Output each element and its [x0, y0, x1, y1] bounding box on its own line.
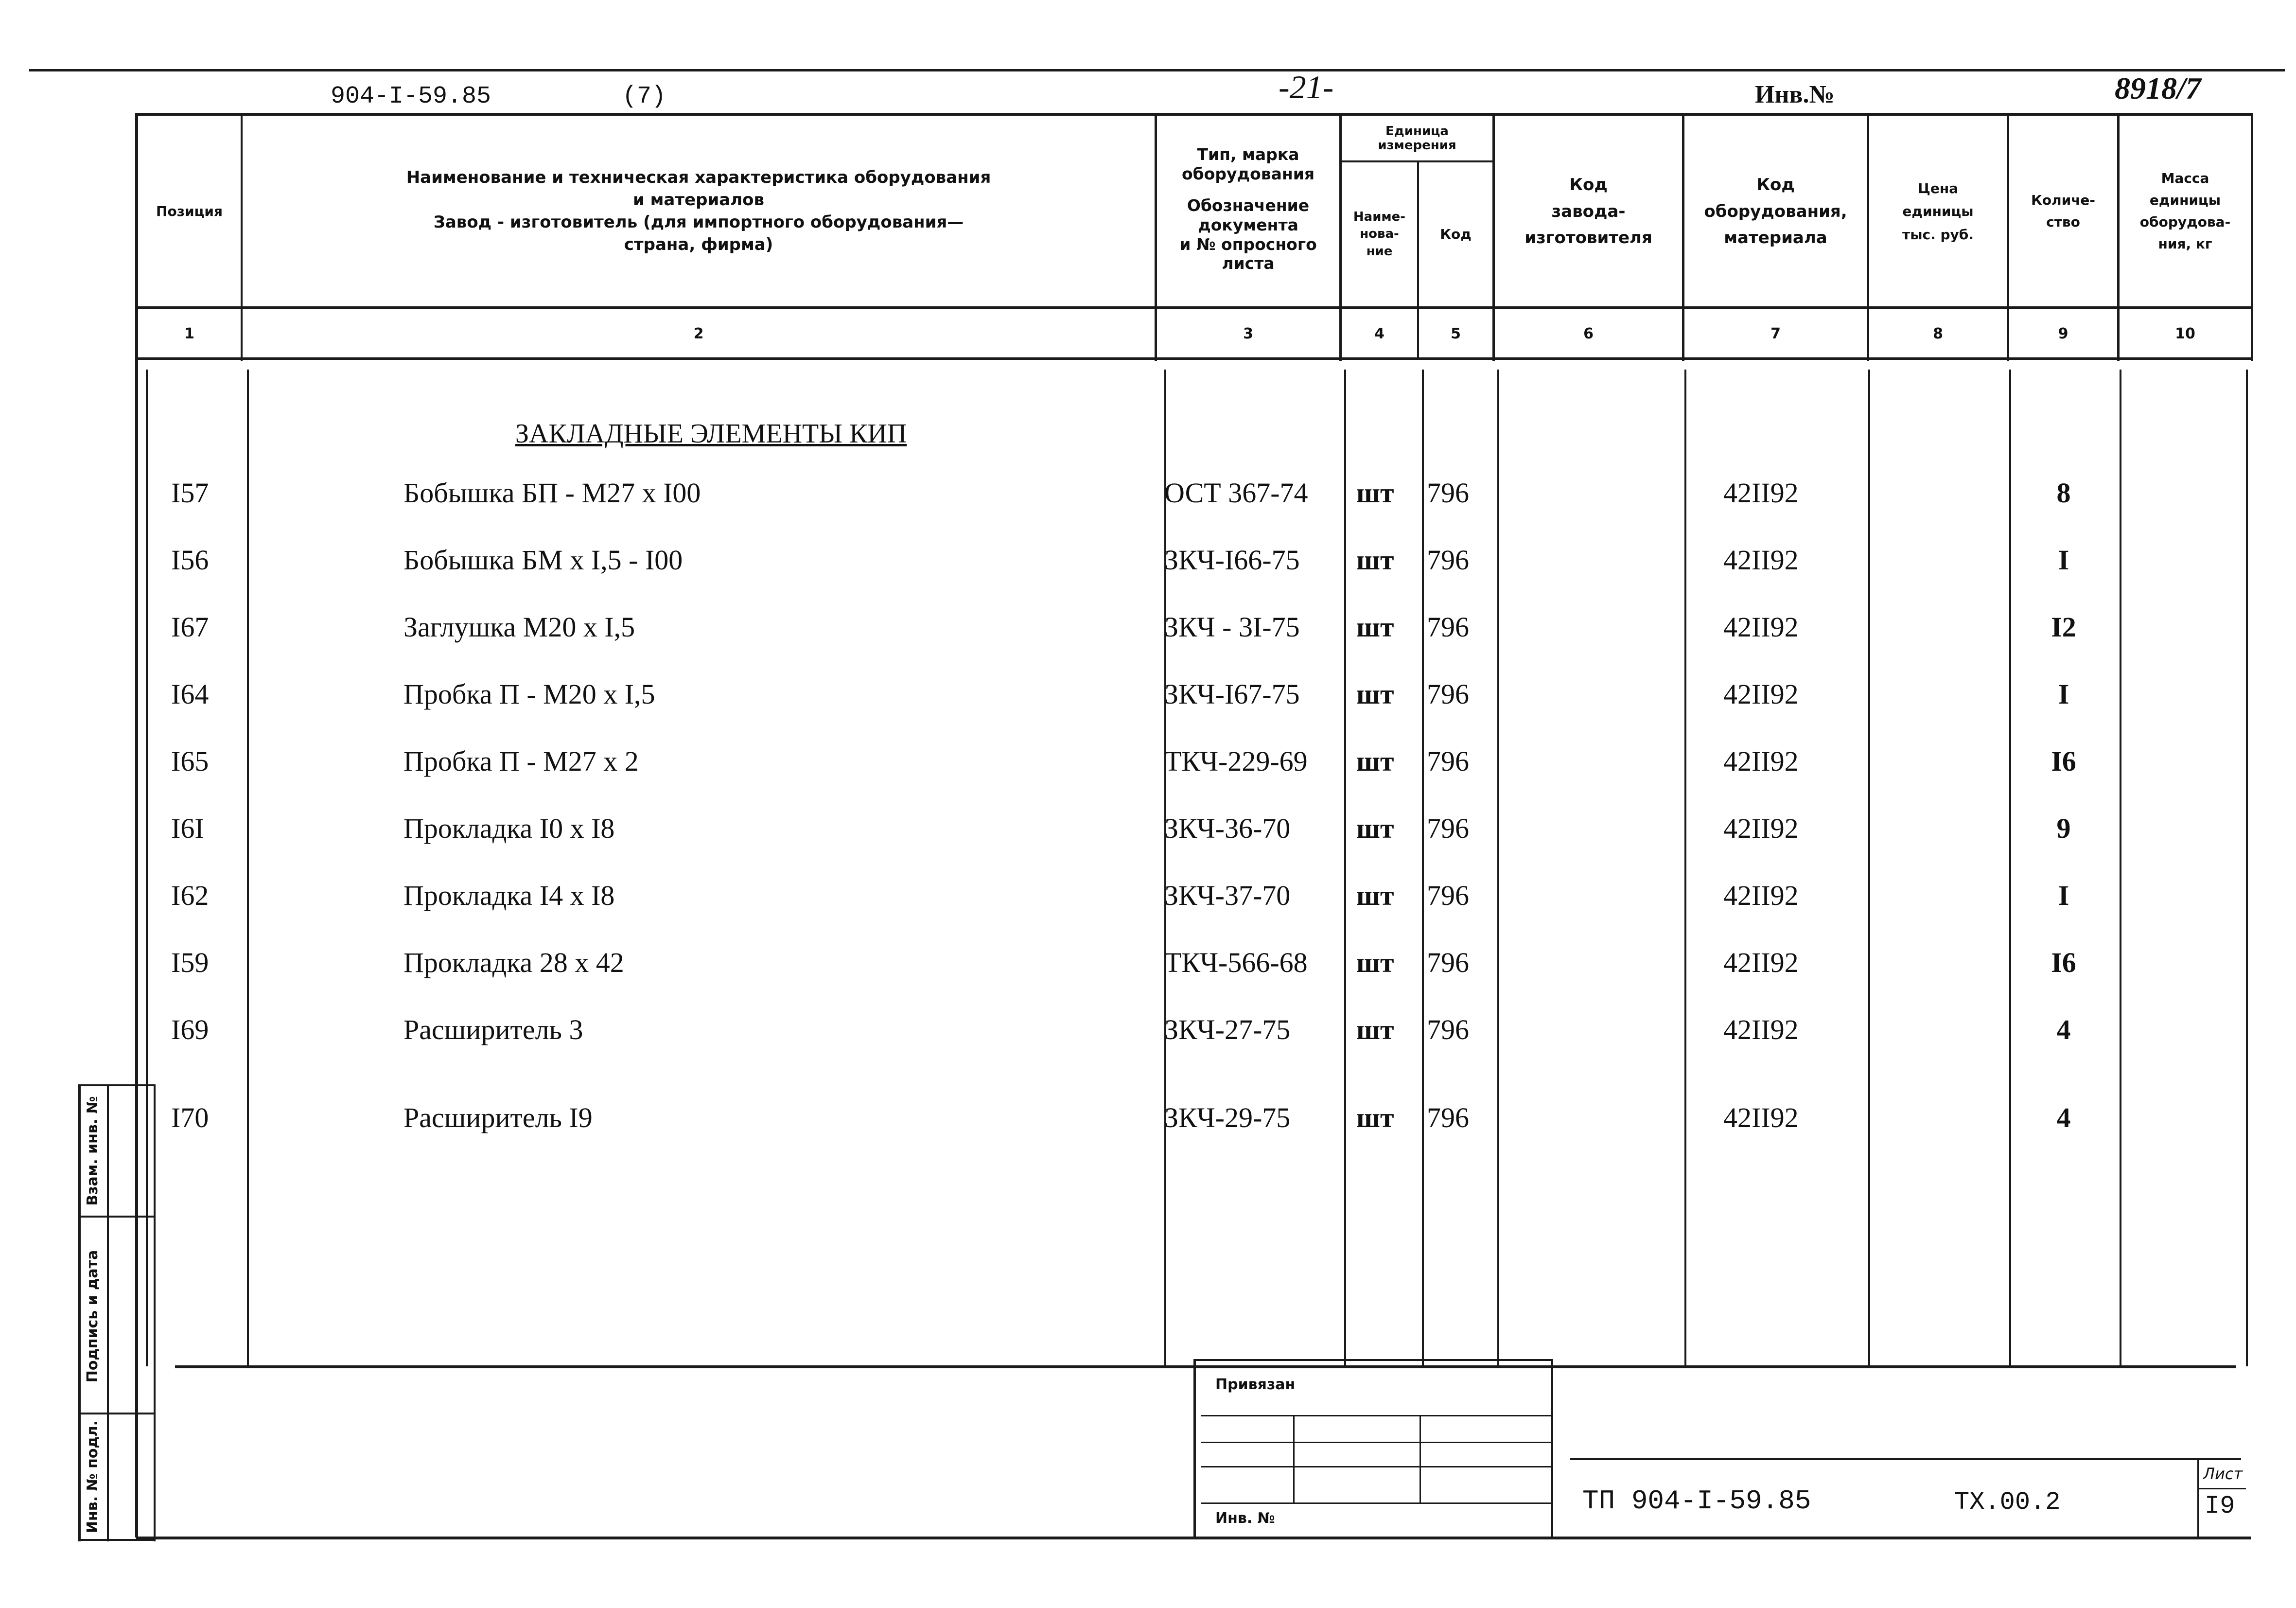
cell-item-name: Пробка П - М20 х I,5: [403, 678, 655, 710]
cell-doc-designation: ЗКЧ-36-70: [1164, 813, 1291, 844]
section-title: ЗАКЛАДНЫЕ ЭЛЕМЕНТЫ КИП: [515, 419, 907, 449]
cell-position: I62: [171, 880, 209, 911]
cell-unit-code: 796: [1427, 880, 1469, 911]
colnum-9: 9: [2058, 325, 2068, 343]
margin-original-inventory: Инв. № подл.: [84, 1420, 101, 1534]
footer-project-code: ТП 904-I-59.85: [1582, 1485, 1811, 1517]
cell-position: I59: [171, 947, 209, 978]
cell-equipment-code: 42II92: [1723, 678, 1799, 710]
cell-quantity: I6: [2051, 947, 2076, 978]
cell-equipment-code: 42II92: [1723, 611, 1799, 643]
document-code: 904-I-59.85: [331, 83, 491, 110]
header-name: Наименование и техническая характеристика оборудования и материалов Завод - изготовитель (для импортного оборудования— страна, фирма): [406, 168, 991, 254]
cell-position: I69: [171, 1014, 209, 1045]
cell-position: I6I: [171, 813, 204, 844]
cell-unit-code: 796: [1427, 477, 1469, 509]
cell-unit-name: шт: [1356, 947, 1394, 978]
header-price: Цена единицы тыс. руб.: [1902, 180, 1974, 243]
colnum-5: 5: [1451, 325, 1461, 343]
header-unit-code: Код: [1440, 226, 1472, 243]
table-row: [0, 946, 2296, 1005]
inventory-label: Инв.№: [1755, 81, 1835, 108]
cell-equipment-code: 42II92: [1723, 947, 1799, 978]
cell-position: I64: [171, 678, 209, 710]
cell-equipment-code: 42II92: [1723, 1014, 1799, 1045]
cell-unit-name: шт: [1356, 813, 1394, 844]
cell-quantity: 4: [2056, 1014, 2071, 1045]
cell-unit-name: шт: [1356, 745, 1394, 777]
cell-item-name: Прокладка I0 х I8: [403, 813, 615, 844]
table-row: [0, 745, 2296, 803]
cell-equipment-code: 42II92: [1723, 544, 1799, 576]
footer-sheet-code: ТХ.00.2: [1954, 1488, 2061, 1517]
cell-unit-code: 796: [1427, 813, 1469, 844]
cell-position: I67: [171, 611, 209, 643]
table-row: [0, 544, 2296, 602]
cell-doc-designation: ЗКЧ-29-75: [1164, 1102, 1291, 1133]
cell-doc-designation: ЗКЧ - 3I-75: [1164, 611, 1300, 643]
cell-position: I70: [171, 1102, 209, 1133]
margin-replaced-inventory: Взам. инв. №: [84, 1096, 101, 1206]
cell-item-name: Заглушка М20 х I,5: [403, 611, 635, 643]
cell-unit-name: шт: [1356, 544, 1394, 576]
cell-unit-code: 796: [1427, 611, 1469, 643]
table-row: [0, 611, 2296, 669]
colnum-3: 3: [1243, 325, 1253, 343]
footer-inv-label: Инв. №: [1215, 1510, 1275, 1527]
cell-quantity: 9: [2056, 813, 2071, 844]
table-row: [0, 879, 2296, 937]
colnum-1: 1: [184, 325, 194, 343]
cell-unit-code: 796: [1427, 544, 1469, 576]
cell-quantity: I: [2058, 678, 2069, 710]
cell-item-name: Бобышка БП - М27 х I00: [403, 477, 701, 509]
sheet-copy-number: (7): [622, 83, 666, 110]
cell-quantity: 8: [2056, 477, 2071, 509]
table-row: [0, 812, 2296, 870]
cell-position: I57: [171, 477, 209, 509]
cell-unit-name: шт: [1356, 611, 1394, 643]
cell-item-name: Прокладка 28 х 42: [403, 947, 624, 978]
cell-quantity: I6: [2051, 745, 2076, 777]
cell-unit-code: 796: [1427, 947, 1469, 978]
header-quantity: Количе- ство: [2031, 192, 2096, 230]
colnum-2: 2: [693, 325, 704, 343]
cell-equipment-code: 42II92: [1723, 813, 1799, 844]
cell-unit-name: шт: [1356, 1014, 1394, 1045]
cell-item-name: Прокладка I4 х I8: [403, 880, 615, 911]
table-row: [0, 1101, 2296, 1160]
cell-unit-code: 796: [1427, 1014, 1469, 1045]
cell-unit-code: 796: [1427, 745, 1469, 777]
cell-doc-designation: ТКЧ-566-68: [1164, 947, 1308, 978]
cell-doc-designation: ТКЧ-229-69: [1164, 745, 1308, 777]
table-row: [0, 678, 2296, 736]
cell-equipment-code: 42II92: [1723, 477, 1799, 509]
cell-position: I56: [171, 544, 209, 576]
footer-privyazan-label: Привязан: [1215, 1376, 1296, 1393]
colnum-10: 10: [2175, 325, 2195, 343]
cell-item-name: Пробка П - М27 х 2: [403, 745, 639, 777]
colnum-7: 7: [1770, 325, 1781, 343]
cell-doc-designation: ОСТ 367-74: [1164, 477, 1308, 509]
header-position: Позиция: [156, 203, 223, 220]
cell-position: I65: [171, 745, 209, 777]
header-unit-name: Наиме- нова- ние: [1353, 210, 1406, 259]
header-mass: Масса единицы оборудова- ния, кг: [2139, 170, 2231, 252]
colnum-4: 4: [1374, 325, 1385, 343]
cell-unit-name: шт: [1356, 880, 1394, 911]
cell-quantity: 4: [2056, 1102, 2071, 1133]
cell-quantity: I: [2058, 544, 2069, 576]
inventory-number: 8918/7: [2115, 71, 2201, 106]
cell-doc-designation: ЗКЧ-27-75: [1164, 1014, 1291, 1045]
cell-item-name: Бобышка БМ х I,5 - I00: [403, 544, 683, 576]
cell-doc-designation: ЗКЧ-37-70: [1164, 880, 1291, 911]
cell-unit-name: шт: [1356, 1102, 1394, 1133]
margin-signature-date: Подпись и дата: [84, 1250, 101, 1383]
colnum-8: 8: [1933, 325, 1943, 343]
cell-equipment-code: 42II92: [1723, 1102, 1799, 1133]
header-unit-group: Единица измерения: [1378, 124, 1456, 153]
table-row: [0, 477, 2296, 535]
header-type: Тип, марка оборудования Обозначение документа и № опросного листа: [1179, 145, 1317, 273]
cell-doc-designation: ЗКЧ-I66-75: [1164, 544, 1300, 576]
cell-item-name: Расширитель I9: [403, 1102, 593, 1133]
cell-equipment-code: 42II92: [1723, 880, 1799, 911]
cell-unit-code: 796: [1427, 1102, 1469, 1133]
colnum-6: 6: [1583, 325, 1594, 343]
header-plant-code: Код завода- изготовителя: [1525, 175, 1652, 248]
cell-doc-designation: ЗКЧ-I67-75: [1164, 678, 1300, 710]
header-equipment-code: Код оборудования, материала: [1704, 175, 1847, 248]
cell-equipment-code: 42II92: [1723, 745, 1799, 777]
cell-unit-name: шт: [1356, 678, 1394, 710]
cell-unit-name: шт: [1356, 477, 1394, 509]
cell-quantity: I2: [2051, 611, 2076, 643]
cell-quantity: I: [2058, 880, 2069, 911]
page-marker: -21-: [1279, 69, 1334, 106]
cell-unit-code: 796: [1427, 678, 1469, 710]
cell-item-name: Расширитель 3: [403, 1014, 583, 1045]
footer-sheet-number: I9: [2205, 1492, 2235, 1520]
table-row: [0, 1013, 2296, 1072]
footer-sheet-label: Лист: [2203, 1465, 2243, 1483]
